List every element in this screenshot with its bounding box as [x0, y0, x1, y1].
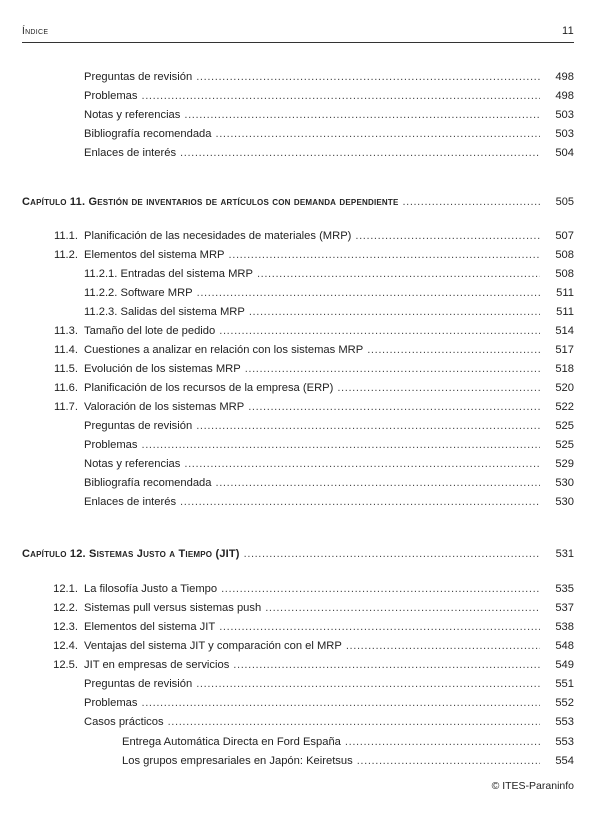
entry-page: 503 [555, 109, 574, 121]
entry-page: 552 [555, 697, 574, 709]
toc-subentry[interactable] [84, 265, 574, 283]
entry-page: 538 [555, 621, 574, 633]
chapter-heading-12[interactable] [22, 545, 574, 563]
toc-entry[interactable] [84, 455, 574, 473]
entry-page: 525 [555, 420, 574, 432]
entry-page: 553 [555, 736, 574, 748]
toc-entry[interactable] [84, 474, 574, 492]
entry-title: 11.2.3. Salidas del sistema MRP [84, 306, 245, 318]
entry-page: 548 [555, 640, 574, 652]
chapter-heading-11[interactable] [22, 193, 574, 211]
entry-title: La filosofía Justo a Tiempo [84, 583, 218, 595]
entry-page: 514 [555, 325, 574, 337]
entry-title: Preguntas de revisión [84, 420, 193, 432]
entry-title: Bibliografía recomendada [84, 128, 212, 140]
toc-entry[interactable] [84, 144, 574, 162]
entry-page: 554 [555, 755, 574, 767]
toc-subentry[interactable] [122, 733, 574, 751]
chapter-page: 531 [555, 548, 574, 560]
entry-number: 12.2. [53, 602, 78, 614]
toc-entry[interactable] [48, 599, 574, 617]
toc-entry[interactable] [84, 713, 574, 731]
entry-page: 535 [555, 583, 574, 595]
entry-title: Valoración de los sistemas MRP [84, 401, 245, 413]
entry-page: 530 [555, 496, 574, 508]
entry-page: 498 [555, 90, 574, 102]
toc-entry[interactable] [84, 106, 574, 124]
entry-title: Preguntas de revisión [84, 678, 193, 690]
entry-title: Sistemas pull versus sistemas push [84, 602, 262, 614]
toc-subentry[interactable] [84, 284, 574, 302]
entry-page: 511 [556, 306, 574, 318]
entry-title: Elementos del sistema JIT [84, 621, 216, 633]
entry-number: 11.7. [53, 401, 78, 413]
entry-title: Bibliografía recomendada [84, 477, 212, 489]
entry-title: Ventajas del sistema JIT y comparación con el MRP [84, 640, 342, 652]
entry-title: 11.2.2. Software MRP [84, 287, 193, 299]
entry-title: Problemas [84, 90, 138, 102]
entry-page: 522 [555, 401, 574, 413]
toc-entry[interactable] [48, 246, 574, 264]
toc-entry[interactable] [48, 618, 574, 636]
toc-entry[interactable] [84, 417, 574, 435]
entry-title: 11.2.1. Entradas del sistema MRP [84, 268, 253, 280]
toc-entry[interactable] [48, 322, 574, 340]
page-header [22, 22, 574, 43]
entry-number: 11.1. [53, 230, 78, 242]
entry-page: 549 [555, 659, 574, 671]
footer-copyright: © ITES-Paraninfo [491, 780, 574, 792]
entry-number: 12.5. [53, 659, 78, 671]
entry-page: 503 [555, 128, 574, 140]
toc-entry[interactable] [84, 68, 574, 86]
toc-subentry[interactable] [122, 752, 574, 770]
entry-number: 11.5. [53, 363, 78, 375]
entry-number: 12.4. [53, 640, 78, 652]
entry-page: 511 [556, 287, 574, 299]
toc-entry[interactable] [48, 398, 574, 416]
entry-title: Cuestiones a analizar en relación con los sistemas MRP [84, 344, 364, 356]
entry-page: 508 [555, 249, 574, 261]
chapter-page: 505 [555, 196, 574, 208]
entry-title: Notas y referencias [84, 109, 181, 121]
entry-page: 525 [555, 439, 574, 451]
toc-entry[interactable] [84, 694, 574, 712]
entry-page: 537 [555, 602, 574, 614]
entry-title: Planificación de los recursos de la empresa (ERP) [84, 382, 334, 394]
chapter-title: Capítulo 11. Gestión de inventarios de artículos con demanda dependiente [22, 196, 399, 208]
entry-title: Elementos del sistema MRP [84, 249, 225, 261]
toc-entry[interactable] [48, 341, 574, 359]
section-label: Índice [22, 26, 49, 37]
entry-title: JIT en empresas de servicios [84, 659, 230, 671]
entry-title: Preguntas de revisión [84, 71, 193, 83]
toc-entry[interactable] [84, 675, 574, 693]
toc-entry[interactable] [48, 580, 574, 598]
toc-entry[interactable] [48, 637, 574, 655]
toc-entry[interactable] [48, 360, 574, 378]
entry-page: 530 [555, 477, 574, 489]
entry-title: Problemas [84, 697, 138, 709]
entry-page: 518 [555, 363, 574, 375]
entry-title: Los grupos empresariales en Japón: Keiretsus [122, 755, 353, 767]
entry-title: Enlaces de interés [84, 147, 177, 159]
entry-page: 553 [555, 716, 574, 728]
entry-number: 11.3. [53, 325, 78, 337]
entry-title: Entrega Automática Directa en Ford España [122, 736, 341, 748]
entry-title: Problemas [84, 439, 138, 451]
entry-number: 11.6. [53, 382, 78, 394]
entry-title: Casos prácticos [84, 716, 164, 728]
toc-entry[interactable] [84, 493, 574, 511]
toc-entry[interactable] [84, 87, 574, 105]
entry-title: Evolución de los sistemas MRP [84, 363, 241, 375]
entry-title: Planificación de las necesidades de materiales (MRP) [84, 230, 352, 242]
page-number: 11 [561, 25, 574, 37]
entry-page: 529 [555, 458, 574, 470]
entry-number: 11.2. [53, 249, 78, 261]
entry-title: Notas y referencias [84, 458, 181, 470]
entry-page: 517 [555, 344, 574, 356]
toc-entry[interactable] [48, 379, 574, 397]
entry-title: Enlaces de interés [84, 496, 177, 508]
chapter-title: Capítulo 12. Sistemas Justo a Tiempo (JIT) [22, 548, 240, 560]
entry-page: 498 [555, 71, 574, 83]
toc-entry[interactable] [84, 436, 574, 454]
toc-subentry[interactable] [84, 303, 574, 321]
entry-page: 520 [555, 382, 574, 394]
toc-entry[interactable] [48, 227, 574, 245]
toc-entry[interactable] [84, 125, 574, 143]
entry-page: 504 [555, 147, 574, 159]
entry-page: 551 [555, 678, 574, 690]
entry-number: 12.1. [53, 583, 78, 595]
entry-page: 508 [555, 268, 574, 280]
entry-number: 12.3. [53, 621, 78, 633]
entry-number: 11.4. [53, 344, 78, 356]
entry-title: Tamaño del lote de pedido [84, 325, 216, 337]
toc-entry[interactable] [48, 656, 574, 674]
entry-page: 507 [555, 230, 574, 242]
